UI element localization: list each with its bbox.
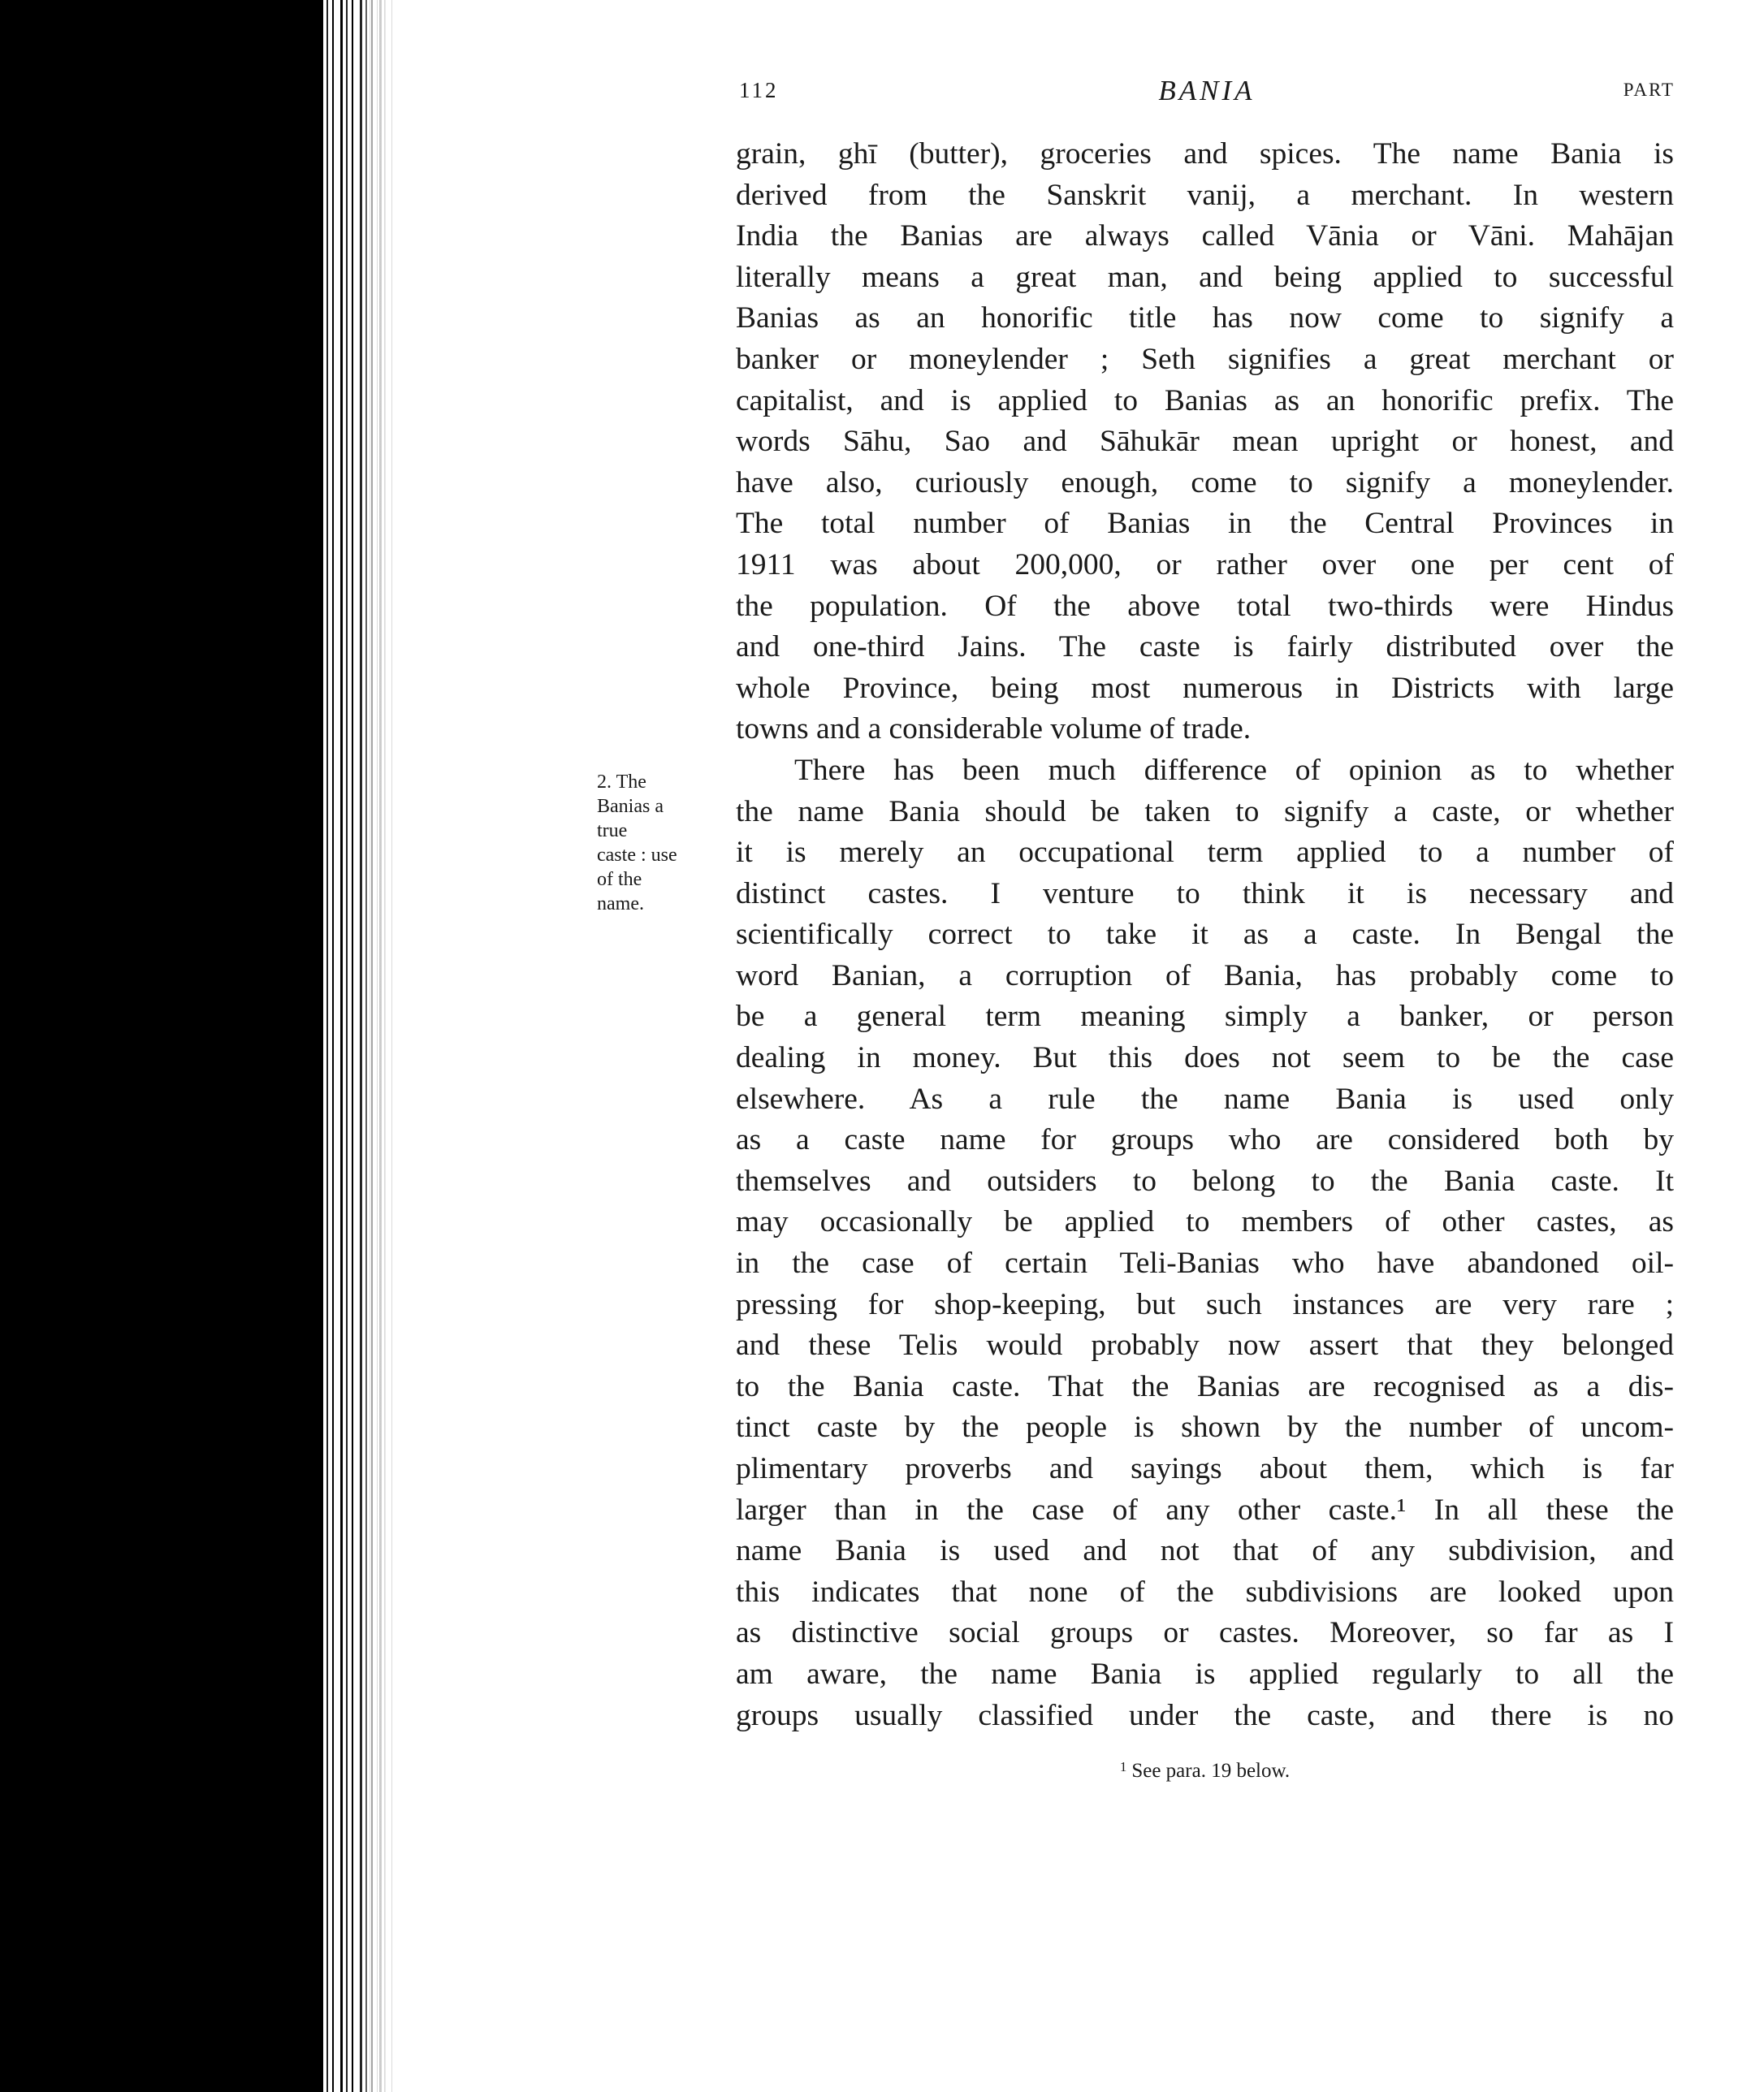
running-part-label: PART (1623, 80, 1675, 100)
body-line: derived from the Sanskrit vanij, a merchant. In western (736, 178, 1674, 212)
body-line: literally means a great man, and being applied to successful (736, 260, 1674, 294)
paragraph-start-line: There has been much difference of opinion as to whether (794, 753, 1674, 787)
body-line: in the case of certain Teli-Banias who have abandoned oil- (736, 1247, 1674, 1281)
footnote-text: See para. 19 below. (1131, 1760, 1291, 1782)
body-line: whole Province, being most numerous in Districts with large (736, 671, 1674, 705)
sidenote-line: Banias a (597, 796, 664, 817)
body-line: tinct caste by the people is shown by the number of uncom- (736, 1411, 1674, 1445)
body-line: banker or moneylender ; Seth signifies a great merchant or (736, 342, 1674, 376)
body-line: and one-third Jains. The caste is fairly distributed over the (736, 630, 1674, 664)
body-line: distinct castes. I venture to think it is necessary and (736, 876, 1674, 910)
body-line: plimentary proverbs and sayings about them, which is far (736, 1452, 1674, 1485)
margin-sidenote (597, 770, 727, 916)
page-number: 112 (739, 78, 779, 102)
body-line: larger than in the case of any other caste.¹ In all these the (736, 1493, 1674, 1527)
body-line: be a general term meaning simply a banker, or person (736, 1000, 1674, 1034)
body-line: grain, ghī (butter), groceries and spices. The name Bania is (736, 137, 1674, 171)
running-title: BANIA (1158, 75, 1256, 106)
body-line: it is merely an occupational term applied to a number of (736, 836, 1674, 870)
sidenote-line: of the (597, 869, 642, 890)
body-line: have also, curiously enough, come to signify a moneylender. (736, 465, 1674, 499)
body-line: word Banian, a corruption of Bania, has probably come to (736, 958, 1674, 992)
sidenote-line: true (597, 820, 628, 841)
body-line: dealing in money. But this does not seem to be the case (736, 1041, 1674, 1075)
sidenote-line: name. (597, 893, 644, 914)
sidenote-line: 2. The (597, 772, 646, 793)
body-line: am aware, the name Bania is applied regularly to all the (736, 1657, 1674, 1691)
body-line: elsewhere. As a rule the name Bania is used only (736, 1082, 1674, 1116)
body-line: to the Bania caste. That the Banias are recognised as a dis- (736, 1369, 1674, 1403)
body-text (736, 134, 1674, 1736)
body-line: The total number of Banias in the Central Provinces in (736, 507, 1674, 541)
body-line: scientifically correct to take it as a caste. In Bengal the (736, 918, 1674, 952)
body-line: the name Bania should be taken to signify a caste, or whether (736, 794, 1674, 828)
body-line: and these Telis would probably now assert that they belonged (736, 1329, 1674, 1363)
sidenote-line: caste : use (597, 845, 677, 866)
body-line: India the Banias are always called Vānia or Vāni. Mahājan (736, 219, 1674, 253)
footnote-marker: 1 (1119, 1759, 1127, 1774)
binding-edge-fade (370, 0, 394, 2092)
body-line: as distinctive social groups or castes. Moreover, so far as I (736, 1616, 1674, 1650)
running-head (739, 75, 1675, 110)
body-line: may occasionally be applied to members of other castes, as (736, 1205, 1674, 1239)
body-line: themselves and outsiders to belong to the Bania caste. It (736, 1164, 1674, 1198)
body-line: groups usually classified under the caste, and there is no (736, 1698, 1674, 1732)
body-line: words Sāhu, Sao and Sāhukār mean upright or honest, and (736, 425, 1674, 459)
body-line: 1911 was about 200,000, or rather over one per cent of (736, 547, 1674, 581)
body-line: pressing for shop-keeping, but such instances are very rare ; (736, 1287, 1674, 1321)
body-line: towns and a considerable volume of trade. (736, 712, 1252, 746)
body-line: the population. Of the above total two-thirds were Hindus (736, 589, 1674, 623)
body-line: this indicates that none of the subdivisions are looked upon (736, 1575, 1674, 1609)
body-line: capitalist, and is applied to Banias as an honorific prefix. The (736, 383, 1674, 417)
book-spine-shadow (0, 0, 321, 2092)
body-line: Banias as an honorific title has now come to signify a (736, 301, 1674, 335)
body-line: name Bania is used and not that of any subdivision, and (736, 1534, 1674, 1568)
body-line: as a caste name for groups who are considered both by (736, 1123, 1674, 1157)
footnote (736, 1759, 1674, 1783)
